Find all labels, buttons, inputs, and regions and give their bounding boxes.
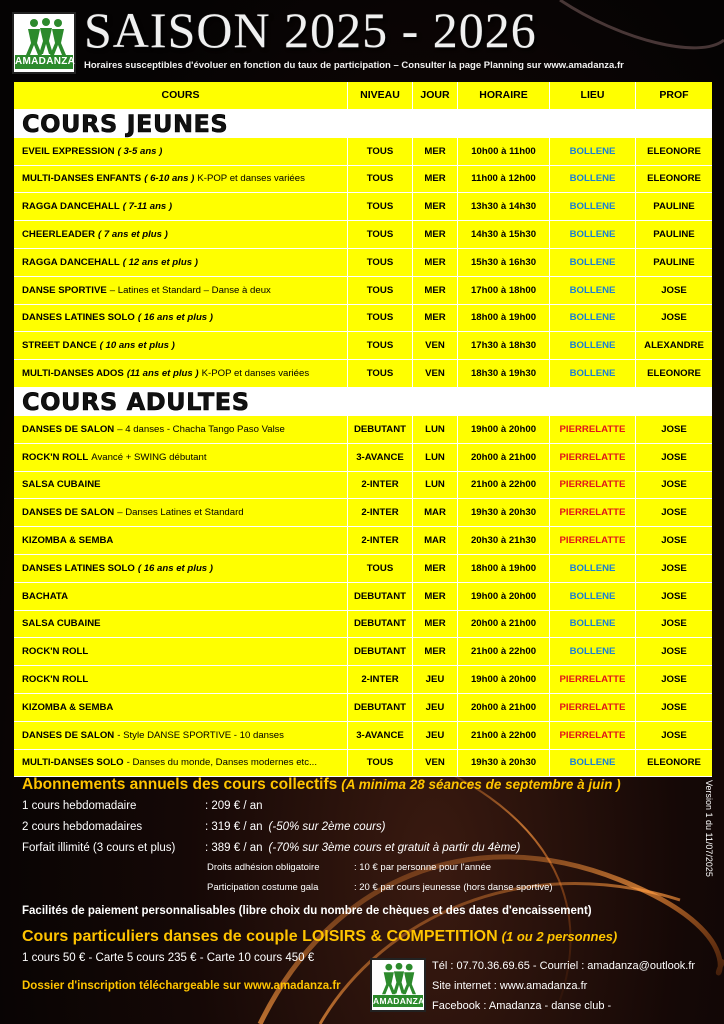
table-row <box>14 444 712 472</box>
cell-jour: JEU <box>413 722 458 750</box>
course-details: - Danses du monde, Danses modernes etc... <box>126 757 317 769</box>
page-subtitle: Horaires susceptibles d'évoluer en fonction du taux de participation – Consulter la page Planning sur www.amadanza.fr <box>84 60 624 71</box>
cell-cours <box>14 166 348 194</box>
course-name: MULTI-DANSES SOLO <box>22 757 124 769</box>
cell-prof: ALEXANDRE <box>636 332 712 360</box>
cell-niveau: TOUS <box>348 750 413 778</box>
course-name: MULTI-DANSES ADOS <box>22 368 124 380</box>
col-header-cours: COURS <box>14 82 348 110</box>
cell-jour: MER <box>413 611 458 639</box>
private-lessons-title-text: Cours particuliers danses de couple LOISIRS & COMPETITION <box>22 928 498 945</box>
course-age-note: (11 ans et plus ) <box>126 368 199 380</box>
cell-jour: VEN <box>413 750 458 778</box>
cell-horaire: 19h30 à 20h30 <box>458 750 550 778</box>
cell-lieu: BOLLENE <box>550 583 636 611</box>
cell-cours <box>14 277 348 305</box>
col-header-horaire: HORAIRE <box>458 82 550 110</box>
cell-prof: JOSE <box>636 472 712 500</box>
cell-niveau: DEBUTANT <box>348 416 413 444</box>
table-row <box>14 694 712 722</box>
cell-prof: PAULINE <box>636 249 712 277</box>
cell-lieu: PIERRELATTE <box>550 472 636 500</box>
cell-cours <box>14 416 348 444</box>
course-name: DANSES DE SALON <box>22 507 115 519</box>
amadanza-logo-footer <box>370 958 426 1012</box>
col-header-lieu: LIEU <box>550 82 636 110</box>
cell-prof: JOSE <box>636 444 712 472</box>
cell-cours <box>14 221 348 249</box>
payment-facilities: Facilités de paiement personnalisables (libre choix du nombre de chèques et des dates d'encaissement) <box>22 905 592 917</box>
abonnements-title-text: Abonnements annuels des cours collectifs <box>22 776 338 793</box>
cell-niveau: TOUS <box>348 221 413 249</box>
cell-prof: JOSE <box>636 694 712 722</box>
price-amount-value: : 319 € / an <box>205 821 263 833</box>
dancers-icon <box>380 962 418 996</box>
price-label: 1 cours hebdomadaire <box>22 800 137 812</box>
cell-horaire: 18h00 à 19h00 <box>458 555 550 583</box>
price-discount: (-70% sur 3ème cours et gratuit à partir du 4ème) <box>268 842 521 854</box>
cell-jour: MER <box>413 555 458 583</box>
cell-jour: MER <box>413 638 458 666</box>
table-row <box>14 138 712 166</box>
cell-niveau: TOUS <box>348 193 413 221</box>
cell-prof: JOSE <box>636 499 712 527</box>
cell-cours <box>14 499 348 527</box>
price-amount <box>205 800 263 812</box>
cell-lieu: BOLLENE <box>550 555 636 583</box>
cell-horaire: 18h30 à 19h30 <box>458 360 550 388</box>
cell-jour: JEU <box>413 694 458 722</box>
course-name: ROCK'N ROLL <box>22 451 89 463</box>
cell-lieu: BOLLENE <box>550 332 636 360</box>
cell-lieu: PIERRELATTE <box>550 444 636 472</box>
price-label: 2 cours hebdomadaires <box>22 821 143 833</box>
cell-lieu: BOLLENE <box>550 750 636 778</box>
cell-jour: MER <box>413 166 458 194</box>
course-name: KIZOMBA & SEMBA <box>22 535 114 547</box>
cell-horaire: 20h30 à 21h30 <box>458 527 550 555</box>
table-row <box>14 638 712 666</box>
cell-cours <box>14 138 348 166</box>
course-name: RAGGA DANCEHALL <box>22 256 120 268</box>
cell-lieu: PIERRELATTE <box>550 694 636 722</box>
cell-horaire: 20h00 à 21h00 <box>458 694 550 722</box>
cell-cours <box>14 638 348 666</box>
course-name: ROCK'N ROLL <box>22 646 89 658</box>
section-title: COURS JEUNES <box>14 110 712 138</box>
cell-horaire: 21h00 à 22h00 <box>458 638 550 666</box>
cell-prof: ELEONORE <box>636 360 712 388</box>
cell-cours <box>14 583 348 611</box>
cell-cours <box>14 472 348 500</box>
extra-fee-line <box>207 882 553 893</box>
cell-lieu: PIERRELATTE <box>550 527 636 555</box>
course-name: DANSES LATINES SOLO <box>22 562 135 574</box>
cell-prof: ELEONORE <box>636 138 712 166</box>
table-row <box>14 611 712 639</box>
cell-prof: JOSE <box>636 416 712 444</box>
extra-fee-label: Participation costume gala <box>207 882 319 893</box>
contact-facebook[interactable]: Facebook : Amadanza - danse club - <box>432 1000 612 1012</box>
cell-lieu: BOLLENE <box>550 138 636 166</box>
cell-niveau: DEBUTANT <box>348 611 413 639</box>
cell-jour: MER <box>413 138 458 166</box>
registration-file-link[interactable]: Dossier d'inscription téléchargeable sur www.amadanza.fr <box>22 980 341 992</box>
cell-lieu: BOLLENE <box>550 221 636 249</box>
cell-niveau: TOUS <box>348 305 413 333</box>
course-name: EVEIL EXPRESSION <box>22 145 115 157</box>
cell-lieu: PIERRELATTE <box>550 666 636 694</box>
cell-cours <box>14 249 348 277</box>
course-details: – Latines et Standard – Danse à deux <box>109 284 271 296</box>
contact-phone-email: Tél : 07.70.36.69.65 - Courriel : amadanza@outlook.fr <box>432 960 696 972</box>
cell-cours <box>14 527 348 555</box>
logo-text: AMADANZA <box>15 56 76 67</box>
table-header <box>14 82 712 110</box>
cell-jour: MER <box>413 193 458 221</box>
course-name: MULTI-DANSES ENFANTS <box>22 173 142 185</box>
abonnements-note: (A minima 28 séances de septembre à juin ) <box>341 777 621 792</box>
course-name: DANSES LATINES SOLO <box>22 312 135 324</box>
cell-horaire: 14h30 à 15h30 <box>458 221 550 249</box>
table-row <box>14 221 712 249</box>
cell-cours <box>14 611 348 639</box>
extra-fee-label: Droits adhésion obligatoire <box>207 862 320 873</box>
cell-horaire: 19h30 à 20h30 <box>458 499 550 527</box>
extra-fee-value: : 20 € par cours jeunesse (hors danse sportive) <box>354 882 553 893</box>
cell-horaire: 15h30 à 16h30 <box>458 249 550 277</box>
course-name: KIZOMBA & SEMBA <box>22 701 114 713</box>
cell-lieu: BOLLENE <box>550 305 636 333</box>
schedule-table <box>14 82 712 777</box>
table-row <box>14 305 712 333</box>
cell-niveau: DEBUTANT <box>348 638 413 666</box>
cell-jour: LUN <box>413 444 458 472</box>
cell-prof: JOSE <box>636 277 712 305</box>
cell-horaire: 19h00 à 20h00 <box>458 666 550 694</box>
logo-text: AMADANZA <box>373 996 425 1006</box>
cell-prof: ELEONORE <box>636 166 712 194</box>
col-header-jour: JOUR <box>413 82 458 110</box>
table-row <box>14 583 712 611</box>
cell-niveau: 2-INTER <box>348 527 413 555</box>
course-name: RAGGA DANCEHALL <box>22 201 120 213</box>
table-row <box>14 527 712 555</box>
private-lessons-note: (1 ou 2 personnes) <box>501 929 618 944</box>
cell-niveau: 2-INTER <box>348 666 413 694</box>
cell-niveau: DEBUTANT <box>348 694 413 722</box>
cell-cours <box>14 555 348 583</box>
cell-jour: JEU <box>413 666 458 694</box>
table-row <box>14 472 712 500</box>
course-name: SALSA CUBAINE <box>22 479 101 491</box>
cell-horaire: 20h00 à 21h00 <box>458 444 550 472</box>
cell-horaire: 10h00 à 11h00 <box>458 138 550 166</box>
cell-niveau: TOUS <box>348 249 413 277</box>
course-details: - Style DANSE SPORTIVE - 10 danses <box>117 729 284 741</box>
price-amount <box>205 842 520 854</box>
cell-lieu: PIERRELATTE <box>550 416 636 444</box>
course-age-note: ( 16 ans et plus ) <box>137 562 213 574</box>
cell-prof: JOSE <box>636 611 712 639</box>
cell-cours <box>14 722 348 750</box>
cell-horaire: 19h00 à 20h00 <box>458 416 550 444</box>
course-name: DANSES DE SALON <box>22 729 115 741</box>
course-age-note: ( 10 ans et plus ) <box>99 340 175 352</box>
cell-horaire: 18h00 à 19h00 <box>458 305 550 333</box>
table-row <box>14 666 712 694</box>
price-line <box>22 800 263 812</box>
cell-niveau: 3-AVANCE <box>348 722 413 750</box>
course-name: STREET DANCE <box>22 340 97 352</box>
cell-lieu: BOLLENE <box>550 277 636 305</box>
course-name: BACHATA <box>22 590 69 602</box>
cell-cours <box>14 305 348 333</box>
cell-jour: MER <box>413 305 458 333</box>
cell-jour: MER <box>413 249 458 277</box>
course-name: DANSE SPORTIVE <box>22 284 107 296</box>
course-details: – Danses Latines et Standard <box>117 507 244 519</box>
course-name: DANSES DE SALON <box>22 423 115 435</box>
cell-prof: PAULINE <box>636 221 712 249</box>
dancers-icon <box>24 17 68 57</box>
cell-lieu: BOLLENE <box>550 249 636 277</box>
course-age-note: ( 16 ans et plus ) <box>137 312 213 324</box>
cell-jour: MAR <box>413 499 458 527</box>
cell-lieu: PIERRELATTE <box>550 722 636 750</box>
table-row <box>14 332 712 360</box>
cell-lieu: BOLLENE <box>550 193 636 221</box>
cell-niveau: 2-INTER <box>348 472 413 500</box>
cell-horaire: 11h00 à 12h00 <box>458 166 550 194</box>
extra-fee-value: : 10 € par personne pour l'année <box>354 862 492 873</box>
table-row <box>14 722 712 750</box>
extra-fee-line <box>207 862 492 873</box>
table-row <box>14 416 712 444</box>
price-discount: (-50% sur 2ème cours) <box>268 821 386 833</box>
header <box>0 0 724 78</box>
price-amount-value: : 389 € / an <box>205 842 263 854</box>
cell-niveau: TOUS <box>348 360 413 388</box>
cell-cours <box>14 750 348 778</box>
cell-prof: JOSE <box>636 583 712 611</box>
course-age-note: ( 3-5 ans ) <box>117 145 163 157</box>
course-name: ROCK'N ROLL <box>22 674 89 686</box>
col-header-prof: PROF <box>636 82 712 110</box>
cell-lieu: BOLLENE <box>550 611 636 639</box>
cell-niveau: TOUS <box>348 555 413 583</box>
cell-jour: VEN <box>413 332 458 360</box>
table-row <box>14 249 712 277</box>
table-row <box>14 277 712 305</box>
course-age-note: ( 7-11 ans ) <box>122 201 173 213</box>
cell-lieu: BOLLENE <box>550 360 636 388</box>
cell-horaire: 20h00 à 21h00 <box>458 611 550 639</box>
private-lessons-title <box>22 928 617 946</box>
section-title: COURS ADULTES <box>14 388 712 416</box>
cell-cours <box>14 444 348 472</box>
cell-niveau: TOUS <box>348 138 413 166</box>
contact-website[interactable]: Site internet : www.amadanza.fr <box>432 980 588 992</box>
version-label: Version 1 du 11/07/2025 <box>704 780 714 877</box>
abonnements-title <box>22 776 621 794</box>
cell-cours <box>14 666 348 694</box>
cell-niveau: 3-AVANCE <box>348 444 413 472</box>
cell-lieu: PIERRELATTE <box>550 499 636 527</box>
table-row <box>14 555 712 583</box>
page-title: SAISON 2025 - 2026 <box>84 2 537 58</box>
cell-cours <box>14 360 348 388</box>
cell-niveau: TOUS <box>348 277 413 305</box>
cell-prof: JOSE <box>636 555 712 583</box>
cell-niveau: 2-INTER <box>348 499 413 527</box>
cell-prof: JOSE <box>636 722 712 750</box>
price-amount-value: : 209 € / an <box>205 800 263 812</box>
course-name: CHEERLEADER <box>22 229 96 241</box>
price-line <box>22 842 521 854</box>
course-name: SALSA CUBAINE <box>22 618 101 630</box>
cell-horaire: 21h00 à 22h00 <box>458 722 550 750</box>
col-header-niveau: NIVEAU <box>348 82 413 110</box>
cell-jour: LUN <box>413 416 458 444</box>
cell-horaire: 17h00 à 18h00 <box>458 277 550 305</box>
cell-jour: MER <box>413 221 458 249</box>
cell-prof: PAULINE <box>636 193 712 221</box>
course-age-note: ( 7 ans et plus ) <box>98 229 168 241</box>
course-details: Avancé + SWING débutant <box>91 451 207 463</box>
cell-cours <box>14 193 348 221</box>
price-amount <box>205 821 386 833</box>
cell-cours <box>14 332 348 360</box>
cell-jour: VEN <box>413 360 458 388</box>
table-row <box>14 193 712 221</box>
cell-prof: JOSE <box>636 305 712 333</box>
course-age-note: ( 6-10 ans ) <box>144 173 195 185</box>
cell-niveau: TOUS <box>348 332 413 360</box>
cell-lieu: BOLLENE <box>550 638 636 666</box>
cell-prof: ELEONORE <box>636 750 712 778</box>
course-details: K-POP et danses variées <box>201 368 310 380</box>
price-line <box>22 821 386 833</box>
table-row <box>14 360 712 388</box>
cell-prof: JOSE <box>636 527 712 555</box>
cell-prof: JOSE <box>636 666 712 694</box>
cell-jour: MER <box>413 583 458 611</box>
table-row <box>14 166 712 194</box>
cell-jour: MAR <box>413 527 458 555</box>
table-row <box>14 499 712 527</box>
amadanza-logo <box>12 12 76 74</box>
cell-lieu: BOLLENE <box>550 166 636 194</box>
table-row <box>14 750 712 778</box>
course-details: K-POP et danses variées <box>197 173 305 185</box>
cell-horaire: 13h30 à 14h30 <box>458 193 550 221</box>
cell-niveau: TOUS <box>348 166 413 194</box>
cell-horaire: 17h30 à 18h30 <box>458 332 550 360</box>
cell-horaire: 21h00 à 22h00 <box>458 472 550 500</box>
price-label: Forfait illimité (3 cours et plus) <box>22 842 176 854</box>
cell-jour: MER <box>413 277 458 305</box>
cell-cours <box>14 694 348 722</box>
course-age-note: ( 12 ans et plus ) <box>122 256 198 268</box>
course-details: – 4 danses - Chacha Tango Paso Valse <box>117 423 285 435</box>
cell-niveau: DEBUTANT <box>348 583 413 611</box>
cell-horaire: 19h00 à 20h00 <box>458 583 550 611</box>
private-lessons-prices: 1 cours 50 € - Carte 5 cours 235 € - Carte 10 cours 450 € <box>22 952 315 964</box>
cell-jour: LUN <box>413 472 458 500</box>
cell-prof: JOSE <box>636 638 712 666</box>
